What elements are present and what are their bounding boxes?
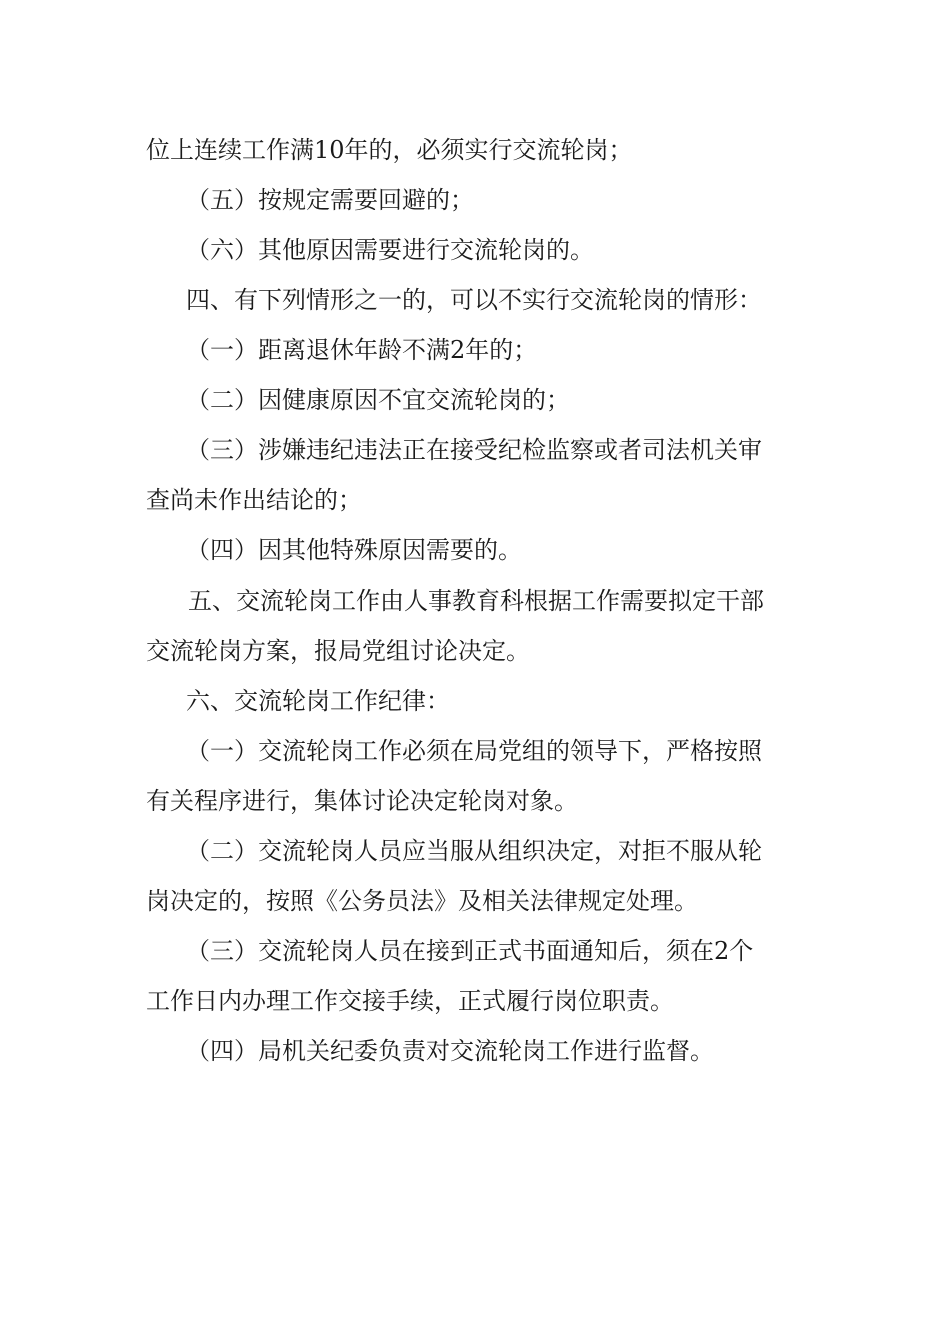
- text-line-16: 岗决定的，按照《公务员法》及相关法律规定处理。: [146, 887, 698, 915]
- text-line-3: （六）其他原因需要进行交流轮岗的。: [186, 236, 594, 264]
- text-line-4: 四、有下列情形之一的，可以不实行交流轮岗的情形：: [186, 286, 762, 314]
- text-line-10: 五、交流轮岗工作由人事教育科根据工作需要拟定干部: [188, 587, 764, 615]
- text-line-12: 六、交流轮岗工作纪律：: [186, 687, 450, 715]
- text-line-11: 交流轮岗方案，报局党组讨论决定。: [146, 637, 530, 665]
- text-line-1: 位上连续工作满10年的，必须实行交流轮岗；: [146, 136, 633, 164]
- text-line-2: （五）按规定需要回避的；: [186, 186, 474, 214]
- text-line-13: （一）交流轮岗工作必须在局党组的领导下，严格按照: [186, 737, 762, 765]
- text-line-5: （一）距离退休年龄不满2年的；: [186, 336, 538, 364]
- text-line-6: （二）因健康原因不宜交流轮岗的；: [186, 386, 570, 414]
- text-line-8: 查尚未作出结论的；: [146, 486, 362, 514]
- text-line-9: （四）因其他特殊原因需要的。: [186, 536, 522, 564]
- text-line-17: （三）交流轮岗人员在接到正式书面通知后，须在2个: [186, 937, 754, 965]
- text-line-18: 工作日内办理工作交接手续，正式履行岗位职责。: [146, 987, 674, 1015]
- text-line-7: （三）涉嫌违纪违法正在接受纪检监察或者司法机关审: [186, 436, 762, 464]
- text-line-19: （四）局机关纪委负责对交流轮岗工作进行监督。: [186, 1037, 714, 1065]
- text-line-14: 有关程序进行，集体讨论决定轮岗对象。: [146, 787, 578, 815]
- text-line-15: （二）交流轮岗人员应当服从组织决定，对拒不服从轮: [186, 837, 762, 865]
